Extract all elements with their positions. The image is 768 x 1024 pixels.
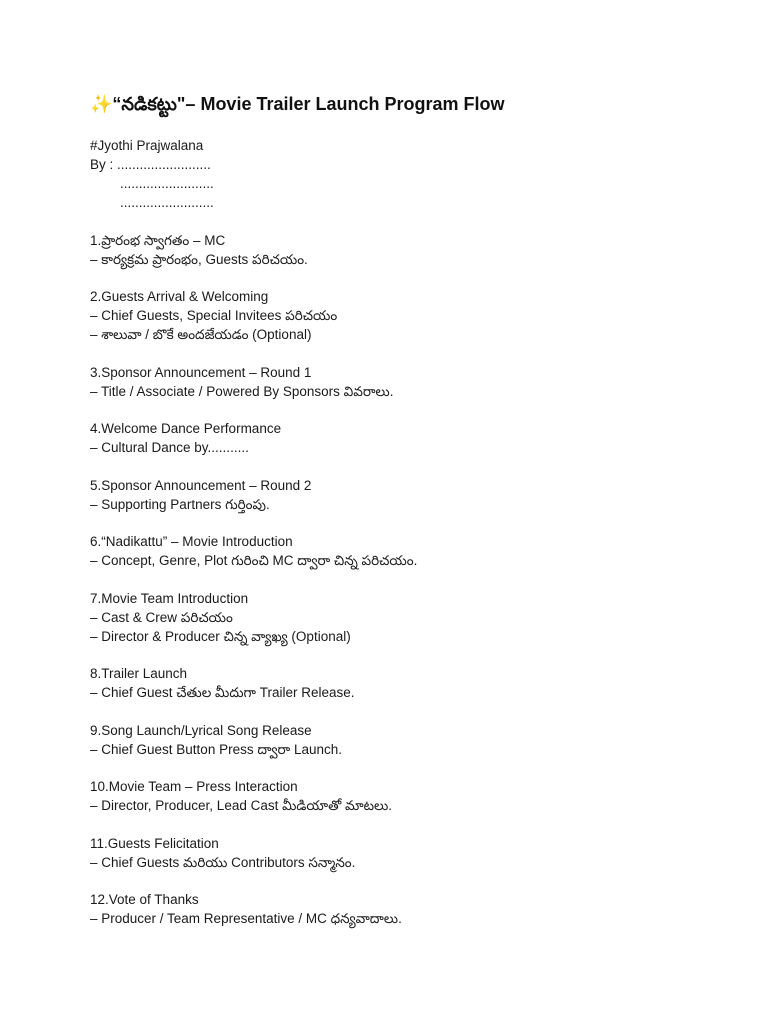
by-placeholder-line: .........................	[120, 195, 214, 210]
item-detail: – Cultural Dance by...........	[90, 440, 249, 455]
item-detail: – Concept, Genre, Plot గురించి MC ద్వారా చిన్న పరిచయం.	[90, 553, 418, 568]
program-item-2	[90, 287, 730, 344]
program-item-4	[90, 419, 730, 457]
program-item-9	[90, 721, 730, 759]
item-heading: 11.Guests Felicitation	[90, 835, 219, 851]
item-detail: – Supporting Partners గుర్తింపు.	[90, 496, 270, 512]
program-item-3	[90, 363, 730, 401]
item-detail: – Chief Guest చేతుల మీదుగా Trailer Release.	[90, 685, 355, 700]
item-heading: 12.Vote of Thanks	[90, 892, 199, 907]
item-heading: 3.Sponsor Announcement – Round 1	[90, 364, 312, 380]
program-item-12	[90, 890, 730, 928]
program-item-7	[90, 589, 730, 646]
program-item-5	[90, 476, 730, 514]
item-heading: 6.“Nadikattu” – Movie Introduction	[90, 534, 293, 549]
document-page	[90, 92, 730, 947]
item-heading: 7.Movie Team Introduction	[90, 590, 249, 606]
program-item-6	[90, 532, 730, 570]
item-detail: – Chief Guests మరియు Contributors సన్మానం.	[90, 854, 356, 870]
item-heading: 2.Guests Arrival & Welcoming	[90, 289, 269, 304]
item-heading: 4.Welcome Dance Performance	[90, 421, 282, 436]
item-detail: – Chief Guest Button Press ద్వారా Launch.	[90, 741, 342, 757]
item-heading: 8.Trailer Launch	[90, 666, 188, 681]
jyothi-prajwalana-line: #Jyothi Prajwalana	[90, 138, 204, 153]
item-heading: 5.Sponsor Announcement – Round 2	[90, 477, 312, 493]
program-item-10	[90, 777, 730, 815]
title-text: “నడికట్టు"– Movie Trailer Launch Program Flow	[112, 94, 505, 114]
item-heading: 10.Movie Team – Press Interaction	[90, 779, 298, 794]
item-detail: – శాలువా / బొకే అందజేయడం (Optional)	[90, 327, 312, 342]
program-item-11	[90, 834, 730, 872]
by-placeholder-line: .........................	[120, 176, 214, 191]
item-detail: – Cast & Crew పరిచయం	[90, 609, 233, 625]
sparkle-icon: ✨	[90, 94, 113, 114]
intro-block	[90, 136, 730, 212]
item-detail: – Chief Guests, Special Invitees పరిచయం	[90, 308, 338, 323]
item-heading: 9.Song Launch/Lyrical Song Release	[90, 722, 312, 738]
item-detail: – Producer / Team Representative / MC ధన్యవాదాలు.	[90, 911, 402, 926]
item-detail: – Director, Producer, Lead Cast మీడియాతో మాటలు.	[90, 798, 393, 813]
program-item-1	[90, 231, 730, 269]
program-item-8	[90, 664, 730, 702]
item-detail: – కార్యక్రమ ప్రారంభం, Guests పరిచయం.	[90, 251, 308, 267]
document-title	[90, 92, 730, 116]
item-heading: 1.ప్రారంభ స్వాగతం – MC	[90, 232, 226, 248]
item-detail: – Title / Associate / Powered By Sponsors వివరాలు.	[90, 383, 394, 399]
item-detail: – Director & Producer చిన్న వ్యాఖ్య (Optional)	[90, 628, 351, 644]
by-line: By : .........................	[90, 157, 211, 172]
